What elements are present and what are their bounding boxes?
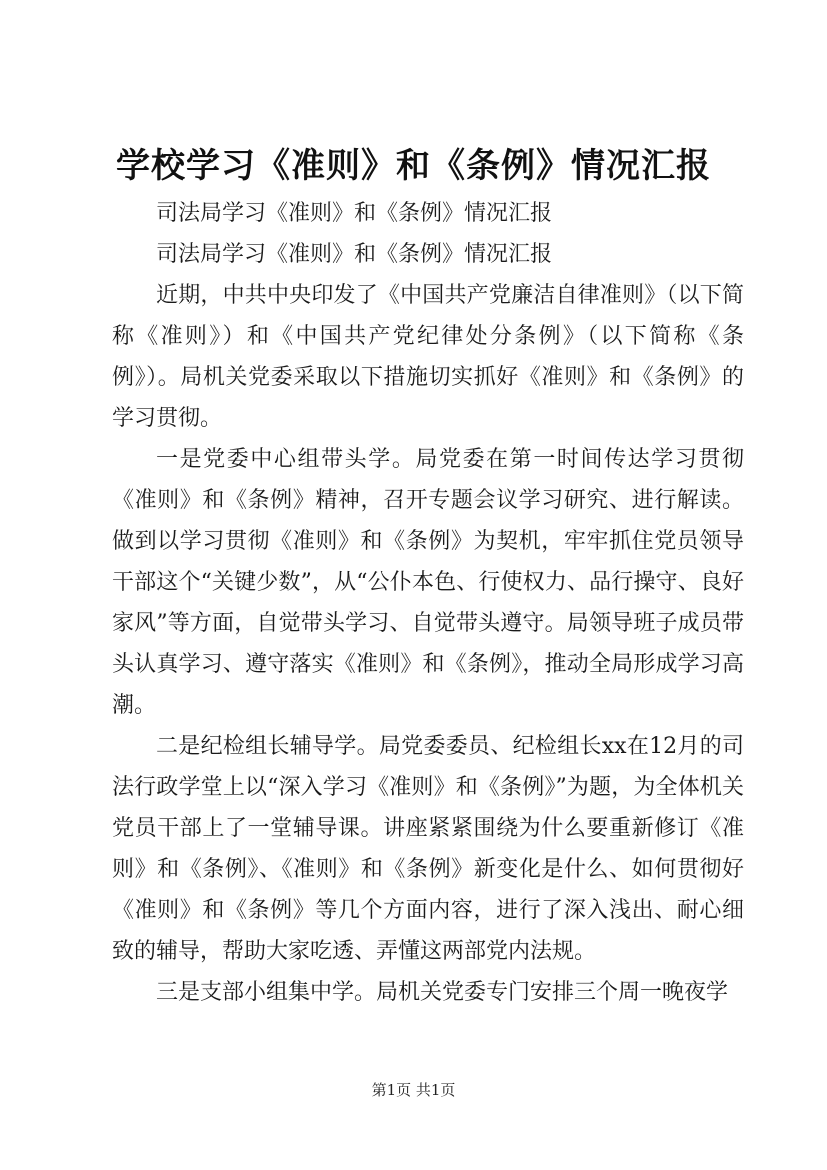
document-title: 学校学习《准则》和《条例》情况汇报 [116,146,711,186]
paragraph-point-1: 一是党委中心组带头学。局党委在第一时间传达学习贯彻《准则》和《条例》精神，召开专题会议学习研究、进行解读。做到以学习贯彻《准则》和《条例》为契机，牢牢抓住党员领导干部这个“关键少数”，从“公仆本色、行使权力、品行操守、良好家风”等方面，自觉带头学习、自觉带头遵守。局领导班子成员带头认真学习、遵守落实《准则》和《条例》，推动全局形成学习高潮。 [112,447,744,718]
paragraph-point-2: 二是纪检组长辅导学。局党委委员、纪检组长xx在12月的司法行政学堂上以“深入学习《准则》和《条例》”为题，为全体机关党员干部上了一堂辅导课。讲座紧紧围绕为什么要重新修订《准则》和《条例》、《准则》和《条例》新变化是什么、如何贯彻好《准则》和《条例》等几个方面内容，进行了深入浅出、耐心细致的辅导，帮助大家吃透、弄懂这两部党内法规。 [112,734,744,964]
subtitle-line-1: 司法局学习《准则》和《条例》情况汇报 [156,201,553,226]
paragraph-intro: 近期，中共中央印发了《中国共产党廉洁自律准则》（以下简称《准则》）和《中国共产党纪律处分条例》（以下简称《条例》）。局机关党委采取以下措施切实抓好《准则》和《条例》的学习贯彻。 [112,283,744,431]
subtitle-line-2: 司法局学习《准则》和《条例》情况汇报 [156,242,553,267]
page-number-footer: 第1页 共1页 [371,1081,456,1099]
document-body [112,193,744,1013]
paragraph-point-3: 三是支部小组集中学。局机关党委专门安排三个周一晚夜学 [156,980,729,1005]
